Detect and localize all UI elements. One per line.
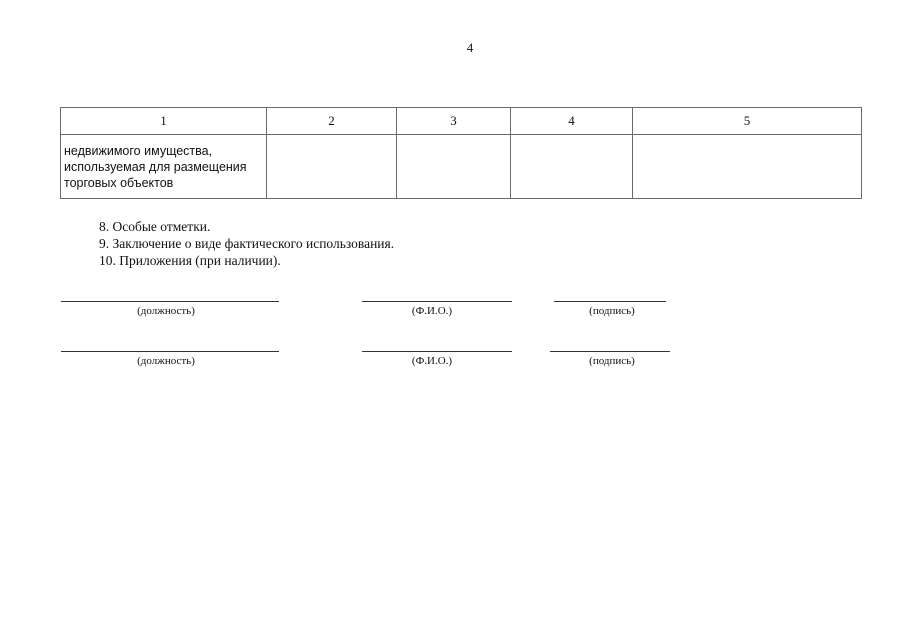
note-special-marks: 8. Особые отметки. bbox=[99, 219, 211, 234]
signature-line bbox=[554, 301, 666, 302]
page-number: 4 bbox=[466, 40, 474, 55]
position-line bbox=[61, 301, 279, 302]
position-caption: (должность) bbox=[137, 355, 195, 367]
table-cell bbox=[61, 135, 267, 199]
column-header-5: 5 bbox=[633, 108, 862, 135]
table-cell bbox=[397, 135, 511, 199]
cell-text: недвижимого имущества, используемая для размещения торговых объектов bbox=[64, 143, 247, 190]
signature-caption: (подпись) bbox=[589, 355, 635, 367]
table-cell bbox=[511, 135, 633, 199]
data-table bbox=[60, 107, 862, 199]
notes-list bbox=[99, 218, 394, 269]
table-row bbox=[61, 135, 862, 199]
column-header-2: 2 bbox=[267, 108, 397, 135]
name-caption: (Ф.И.О.) bbox=[411, 305, 453, 317]
table-header-row bbox=[61, 108, 862, 135]
note-conclusion: 9. Заключение о виде фактического использования. bbox=[99, 236, 395, 251]
table-cell bbox=[267, 135, 397, 199]
position-line bbox=[61, 351, 279, 352]
name-caption: (Ф.И.О.) bbox=[411, 355, 453, 367]
position-caption: (должность) bbox=[137, 305, 195, 317]
note-attachments: 10. Приложения (при наличии). bbox=[99, 253, 281, 268]
name-line bbox=[362, 301, 512, 302]
table-cell bbox=[633, 135, 862, 199]
signature-caption: (подпись) bbox=[589, 305, 635, 317]
column-header-1: 1 bbox=[61, 108, 267, 135]
column-header-3: 3 bbox=[397, 108, 511, 135]
signature-line bbox=[550, 351, 670, 352]
name-line bbox=[362, 351, 512, 352]
column-header-4: 4 bbox=[511, 108, 633, 135]
